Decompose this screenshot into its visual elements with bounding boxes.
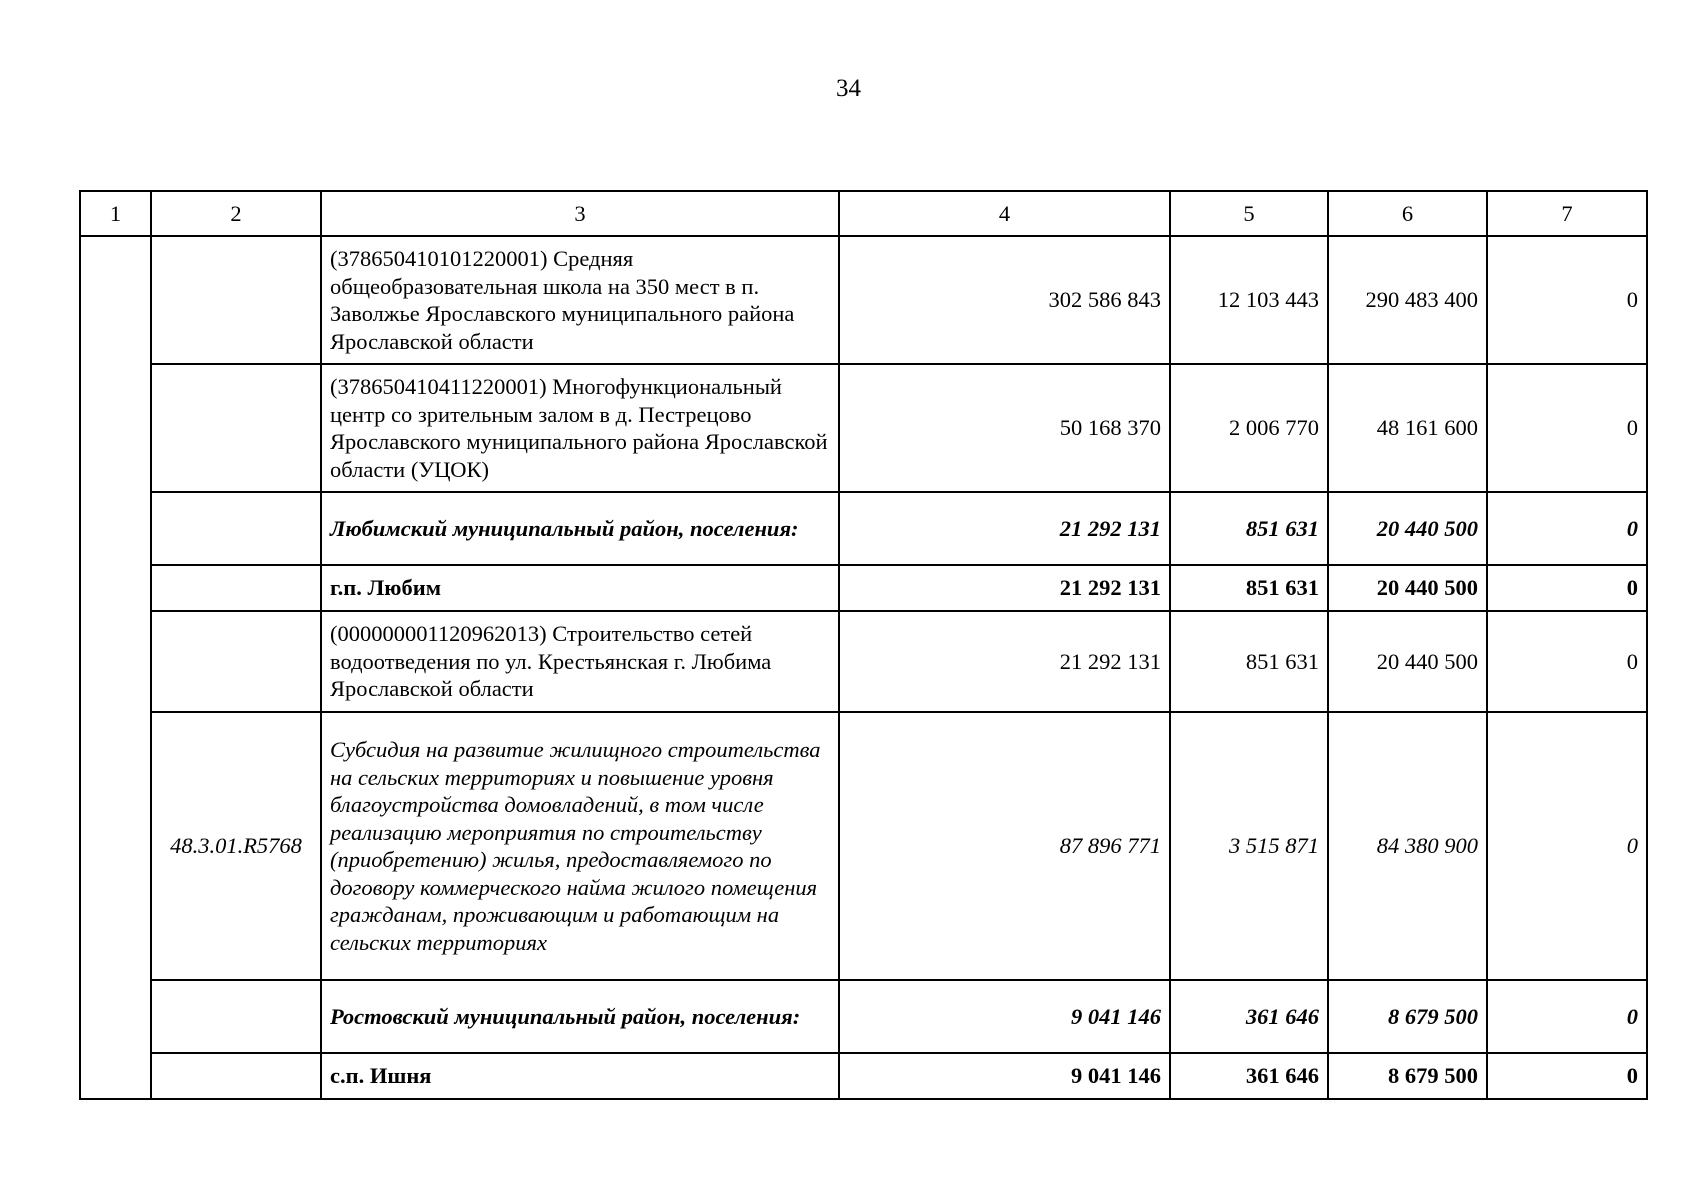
- budget-table: [79, 190, 1648, 1100]
- row-index-cell: [80, 980, 151, 1053]
- row-index-cell: [80, 611, 151, 712]
- header-col-6: 6: [1328, 191, 1487, 236]
- row-col7-cell: 0: [1487, 492, 1647, 565]
- row-code-cell: [151, 236, 321, 364]
- row-total-cell: 21 292 131: [839, 565, 1170, 611]
- row-code-cell: [151, 611, 321, 712]
- row-col5-cell: 3 515 871: [1170, 712, 1328, 980]
- row-col7-cell: 0: [1487, 565, 1647, 611]
- row-col5-cell: 12 103 443: [1170, 236, 1328, 364]
- row-col7-cell: 0: [1487, 712, 1647, 980]
- row-index-cell: [80, 492, 151, 565]
- row-col6-cell: 84 380 900: [1328, 712, 1487, 980]
- header-col-4: 4: [839, 191, 1170, 236]
- row-total-cell: 21 292 131: [839, 492, 1170, 565]
- row-total-cell: 21 292 131: [839, 611, 1170, 712]
- row-name-cell: (378650410101220001) Средняя общеобразовательная школа на 350 мест в п. Заволжье Ярославского муниципального района Ярославской области: [321, 236, 839, 364]
- header-col-2: 2: [151, 191, 321, 236]
- table-row: [80, 980, 1647, 1053]
- row-col5-cell: 851 631: [1170, 492, 1328, 565]
- row-col5-cell: 2 006 770: [1170, 364, 1328, 492]
- table-row: [80, 364, 1647, 492]
- row-col6-cell: 20 440 500: [1328, 492, 1487, 565]
- row-col6-cell: 290 483 400: [1328, 236, 1487, 364]
- row-col6-cell: 8 679 500: [1328, 980, 1487, 1053]
- row-index-cell: [80, 236, 151, 364]
- row-total-cell: 9 041 146: [839, 980, 1170, 1053]
- row-name-cell: (378650410411220001) Многофункциональный центр со зрительным залом в д. Пестрецово Ярославского муниципального района Ярославской области (УЦОК): [321, 364, 839, 492]
- row-name-cell: Любимский муниципальный район, поселения:: [321, 492, 839, 565]
- row-index-cell: [80, 1053, 151, 1099]
- row-col7-cell: 0: [1487, 364, 1647, 492]
- row-code-cell: 48.3.01.R5768: [151, 712, 321, 980]
- row-col6-cell: 20 440 500: [1328, 565, 1487, 611]
- header-col-5: 5: [1170, 191, 1328, 236]
- row-total-cell: 302 586 843: [839, 236, 1170, 364]
- row-col6-cell: 8 679 500: [1328, 1053, 1487, 1099]
- row-total-cell: 87 896 771: [839, 712, 1170, 980]
- row-col6-cell: 20 440 500: [1328, 611, 1487, 712]
- row-code-cell: [151, 565, 321, 611]
- header-col-1: 1: [80, 191, 151, 236]
- row-col5-cell: 851 631: [1170, 611, 1328, 712]
- row-col5-cell: 361 646: [1170, 1053, 1328, 1099]
- row-col6-cell: 48 161 600: [1328, 364, 1487, 492]
- row-col5-cell: 361 646: [1170, 980, 1328, 1053]
- row-code-cell: [151, 980, 321, 1053]
- row-name-cell: Субсидия на развитие жилищного строительства на сельских территориях и повышение уровня благоустройства домовладений, в том числе реализацию мероприятия по строительству (приобретению) жилья, предоставляемого по договору коммерческого найма жилого помещения гражданам, проживающим и работающим на сельских территориях: [321, 712, 839, 980]
- row-col7-cell: 0: [1487, 1053, 1647, 1099]
- row-col7-cell: 0: [1487, 236, 1647, 364]
- table-header-row: [80, 191, 1647, 236]
- table-row: [80, 492, 1647, 565]
- row-col7-cell: 0: [1487, 611, 1647, 712]
- row-index-cell: [80, 565, 151, 611]
- table-row: [80, 236, 1647, 364]
- row-col5-cell: 851 631: [1170, 565, 1328, 611]
- row-name-cell: с.п. Ишня: [321, 1053, 839, 1099]
- page-number: 34: [836, 75, 861, 102]
- row-total-cell: 50 168 370: [839, 364, 1170, 492]
- row-name-cell: Ростовский муниципальный район, поселения:: [321, 980, 839, 1053]
- table-row: [80, 712, 1647, 980]
- header-col-3: 3: [321, 191, 839, 236]
- row-col7-cell: 0: [1487, 980, 1647, 1053]
- table-row: [80, 565, 1647, 611]
- row-name-cell: (000000001120962013) Строительство сетей водоотведения по ул. Крестьянская г. Любима Ярославской области: [321, 611, 839, 712]
- table-row: [80, 1053, 1647, 1099]
- row-index-cell: [80, 364, 151, 492]
- header-col-7: 7: [1487, 191, 1647, 236]
- row-index-cell: [80, 712, 151, 980]
- row-code-cell: [151, 364, 321, 492]
- row-code-cell: [151, 1053, 321, 1099]
- table-row: [80, 611, 1647, 712]
- row-total-cell: 9 041 146: [839, 1053, 1170, 1099]
- row-name-cell: г.п. Любим: [321, 565, 839, 611]
- row-code-cell: [151, 492, 321, 565]
